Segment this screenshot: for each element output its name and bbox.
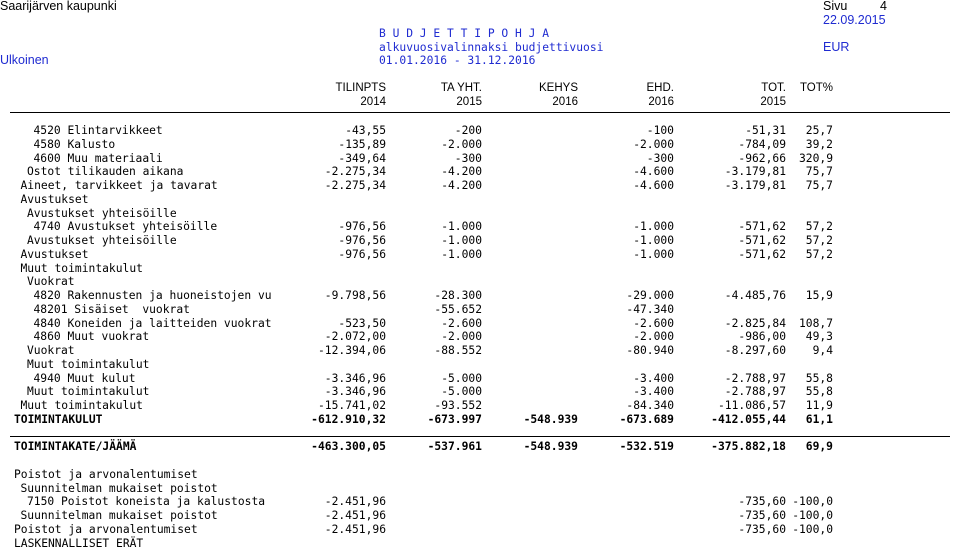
cell-col-5: 25,7 bbox=[805, 124, 833, 137]
cell-col-4: -51,31 bbox=[745, 124, 786, 137]
column-header-3-l1: EHD. bbox=[646, 82, 674, 94]
header-divider bbox=[10, 112, 950, 113]
row-label: Muut toimintakulut bbox=[20, 261, 143, 275]
column-header-0-l2: 2014 bbox=[360, 96, 386, 108]
cell-col-4: -735,60 bbox=[738, 495, 786, 509]
row-label: Vuokrat bbox=[27, 275, 75, 289]
cell-col-5: -100,0 bbox=[792, 522, 833, 536]
cell-col-4: -3.179,81 bbox=[724, 179, 786, 192]
row-label: Suunnitelman mukaiset poistot bbox=[20, 509, 218, 522]
cell-col-4: -735,60 bbox=[738, 522, 786, 536]
row-label: Suunnitelman mukaiset poistot bbox=[20, 481, 218, 495]
column-header-1-l1: TA YHT. bbox=[440, 82, 482, 94]
column-header-4-l1: TOT. bbox=[761, 82, 786, 94]
row-label: Muut toimintakulut bbox=[27, 385, 150, 399]
cell-col-5: 57,2 bbox=[805, 234, 833, 247]
cell-col-4: -986,00 bbox=[738, 330, 786, 344]
cell-col-0: -976,56 bbox=[338, 247, 386, 261]
cell-col-3: -300 bbox=[646, 151, 674, 165]
row-label: 4740 Avustukset yhteisöille bbox=[33, 220, 218, 234]
row-label: 4580 Kalusto bbox=[33, 137, 116, 151]
cell-col-3: -80.940 bbox=[626, 344, 674, 357]
row-label: 7150 Poistot koneista ja kalustosta bbox=[27, 495, 266, 509]
column-header-0-l1: TILINPTS bbox=[335, 82, 386, 94]
cell-col-0: -2.275,34 bbox=[324, 179, 386, 192]
cell-col-0: -2.451,96 bbox=[324, 509, 386, 522]
page-label: Sivu bbox=[823, 0, 848, 13]
cell-col-5: 69,9 bbox=[805, 440, 833, 454]
row-label: 4520 Elintarvikkeet bbox=[33, 124, 163, 137]
cell-col-5: 15,9 bbox=[805, 289, 833, 302]
cell-col-4: -784,09 bbox=[738, 137, 786, 151]
row-label: Muut toimintakulut bbox=[20, 399, 143, 412]
row-label: TOIMINTAKATE/JÄÄMÄ bbox=[14, 440, 137, 454]
cell-col-3: -673.689 bbox=[619, 412, 674, 426]
cell-col-1: -1.000 bbox=[441, 247, 482, 261]
cell-col-0: -15.741,02 bbox=[317, 399, 386, 412]
cell-col-3: -4.600 bbox=[633, 165, 674, 179]
column-header-5-l1: TOT% bbox=[799, 82, 833, 94]
row-label: Poistot ja arvonalentumiset bbox=[14, 522, 198, 536]
cell-col-0: -2.275,34 bbox=[324, 165, 386, 179]
column-header-4-l2: 2015 bbox=[760, 96, 786, 108]
scope: Ulkoinen bbox=[0, 53, 49, 67]
cell-col-0: -3.346,96 bbox=[324, 371, 386, 385]
cell-col-0: -612.910,32 bbox=[311, 412, 386, 426]
cell-col-1: -1.000 bbox=[441, 234, 482, 247]
cell-col-2: -548.939 bbox=[523, 412, 578, 426]
cell-col-1: -2.600 bbox=[441, 316, 482, 330]
cell-col-4: -571,62 bbox=[738, 247, 786, 261]
row-label: Ostot tilikauden aikana bbox=[27, 165, 184, 179]
row-label: Aineet, tarvikkeet ja tavarat bbox=[20, 179, 218, 192]
cell-col-4: -4.485,76 bbox=[724, 289, 786, 302]
cell-col-0: -135,89 bbox=[338, 137, 386, 151]
cell-col-3: -2.000 bbox=[633, 330, 674, 344]
column-header-2-l2: 2016 bbox=[552, 96, 578, 108]
cell-col-3: -47.340 bbox=[626, 302, 674, 316]
row-label: 4860 Muut vuokrat bbox=[33, 330, 150, 344]
cell-col-5: 57,2 bbox=[805, 220, 833, 234]
cell-col-0: -3.346,96 bbox=[324, 385, 386, 399]
row-label: LASKENNALLISET ERÄT bbox=[14, 536, 144, 550]
row-label: 4820 Rakennusten ja huoneistojen vu bbox=[33, 289, 272, 302]
cell-col-1: -4.200 bbox=[441, 165, 482, 179]
cell-col-5: 320,9 bbox=[798, 151, 833, 165]
report-date: 22.09.2015 bbox=[823, 13, 886, 27]
row-label: Poistot ja arvonalentumiset bbox=[14, 467, 198, 481]
cell-col-4: -2.788,97 bbox=[724, 371, 786, 385]
row-label: 4840 Koneiden ja laitteiden vuokrat bbox=[33, 316, 272, 330]
period: 01.01.2016 - 31.12.2016 bbox=[379, 54, 536, 67]
cell-col-2: -548.939 bbox=[523, 440, 578, 454]
cell-col-0: -2.072,00 bbox=[324, 330, 386, 344]
row-label: Avustukset bbox=[20, 192, 89, 206]
row-label: 4940 Muut kulut bbox=[33, 371, 136, 385]
cell-col-5: 49,3 bbox=[805, 330, 833, 344]
cell-col-4: -735,60 bbox=[738, 509, 786, 522]
cell-col-3: -4.600 bbox=[633, 179, 674, 192]
cell-col-3: -1.000 bbox=[633, 247, 674, 261]
cell-col-4: -2.825,84 bbox=[724, 316, 786, 330]
cell-col-3: -3.400 bbox=[633, 371, 674, 385]
cell-col-5: 108,7 bbox=[798, 316, 833, 330]
row-label: Avustukset yhteisöille bbox=[27, 234, 177, 247]
cell-col-3: -84.340 bbox=[626, 399, 674, 412]
cell-col-1: -5.000 bbox=[441, 385, 482, 399]
cell-col-1: -93.552 bbox=[434, 399, 482, 412]
cell-col-4: -11.086,57 bbox=[717, 399, 786, 412]
cell-col-3: -2.000 bbox=[633, 137, 674, 151]
cell-col-3: -2.600 bbox=[633, 316, 674, 330]
cell-col-5: 57,2 bbox=[805, 247, 833, 261]
cell-col-1: -200 bbox=[454, 124, 482, 137]
cell-col-1: -5.000 bbox=[441, 371, 482, 385]
report-title: B U D J E T T I P O H J A bbox=[379, 27, 550, 40]
cell-col-3: -3.400 bbox=[633, 385, 674, 399]
row-label: Avustukset bbox=[20, 247, 89, 261]
cell-col-3: -100 bbox=[646, 124, 674, 137]
cell-col-3: -29.000 bbox=[626, 289, 674, 302]
cell-col-4: -2.788,97 bbox=[724, 385, 786, 399]
section-divider bbox=[10, 436, 950, 437]
cell-col-1: -673.997 bbox=[427, 412, 482, 426]
cell-col-5: -100,0 bbox=[792, 495, 833, 509]
cell-col-0: -463.300,05 bbox=[311, 440, 386, 454]
cell-col-1: -28.300 bbox=[434, 289, 482, 302]
row-label: 48201 Sisäiset vuokrat bbox=[33, 302, 190, 316]
cell-col-4: -3.179,81 bbox=[724, 165, 786, 179]
report-subtitle: alkuvuosivalinnaksi budjettivuosi bbox=[379, 41, 604, 54]
column-header-1-l2: 2015 bbox=[456, 96, 482, 108]
column-header-3-l2: 2016 bbox=[648, 96, 674, 108]
row-label: Vuokrat bbox=[27, 344, 75, 357]
cell-col-5: 9,4 bbox=[812, 344, 833, 357]
cell-col-4: -571,62 bbox=[738, 220, 786, 234]
cell-col-0: -523,50 bbox=[338, 316, 386, 330]
cell-col-4: -962,66 bbox=[738, 151, 786, 165]
cell-col-5: 75,7 bbox=[805, 179, 833, 192]
cell-col-1: -88.552 bbox=[434, 344, 482, 357]
cell-col-0: -43,55 bbox=[345, 124, 386, 137]
cell-col-1: -4.200 bbox=[441, 179, 482, 192]
cell-col-5: 61,1 bbox=[805, 412, 833, 426]
cell-col-5: 11,9 bbox=[805, 399, 833, 412]
cell-col-1: -55.652 bbox=[434, 302, 482, 316]
cell-col-0: -976,56 bbox=[338, 234, 386, 247]
cell-col-5: -100,0 bbox=[792, 509, 833, 522]
cell-col-1: -2.000 bbox=[441, 137, 482, 151]
cell-col-0: -9.798,56 bbox=[324, 289, 386, 302]
cell-col-5: 55,8 bbox=[805, 371, 833, 385]
cell-col-4: -571,62 bbox=[738, 234, 786, 247]
cell-col-1: -1.000 bbox=[441, 220, 482, 234]
cell-col-0: -2.451,96 bbox=[324, 522, 386, 536]
cell-col-3: -1.000 bbox=[633, 234, 674, 247]
cell-col-3: -532.519 bbox=[619, 440, 674, 454]
row-label: Avustukset yhteisöille bbox=[27, 206, 177, 220]
cell-col-5: 75,7 bbox=[805, 165, 833, 179]
cell-col-3: -1.000 bbox=[633, 220, 674, 234]
column-header-2-l1: KEHYS bbox=[539, 82, 578, 94]
cell-col-4: -412.055,44 bbox=[711, 412, 786, 426]
org-name: Saarijärven kaupunki bbox=[0, 0, 117, 13]
cell-col-0: -2.451,96 bbox=[324, 495, 386, 509]
cell-col-1: -2.000 bbox=[441, 330, 482, 344]
cell-col-0: -349,64 bbox=[338, 151, 386, 165]
cell-col-5: 39,2 bbox=[805, 137, 833, 151]
cell-col-0: -12.394,06 bbox=[317, 344, 386, 357]
currency: EUR bbox=[823, 40, 850, 54]
row-label: TOIMINTAKULUT bbox=[14, 412, 103, 426]
cell-col-4: -8.297,60 bbox=[724, 344, 786, 357]
page-number: 4 bbox=[880, 0, 887, 13]
cell-col-5: 55,8 bbox=[805, 385, 833, 399]
cell-col-1: -300 bbox=[454, 151, 482, 165]
row-label: 4600 Muu materiaali bbox=[33, 151, 163, 165]
cell-col-0: -976,56 bbox=[338, 220, 386, 234]
cell-col-4: -375.882,18 bbox=[711, 440, 786, 454]
cell-col-1: -537.961 bbox=[427, 440, 482, 454]
row-label: Muut toimintakulut bbox=[27, 357, 150, 371]
